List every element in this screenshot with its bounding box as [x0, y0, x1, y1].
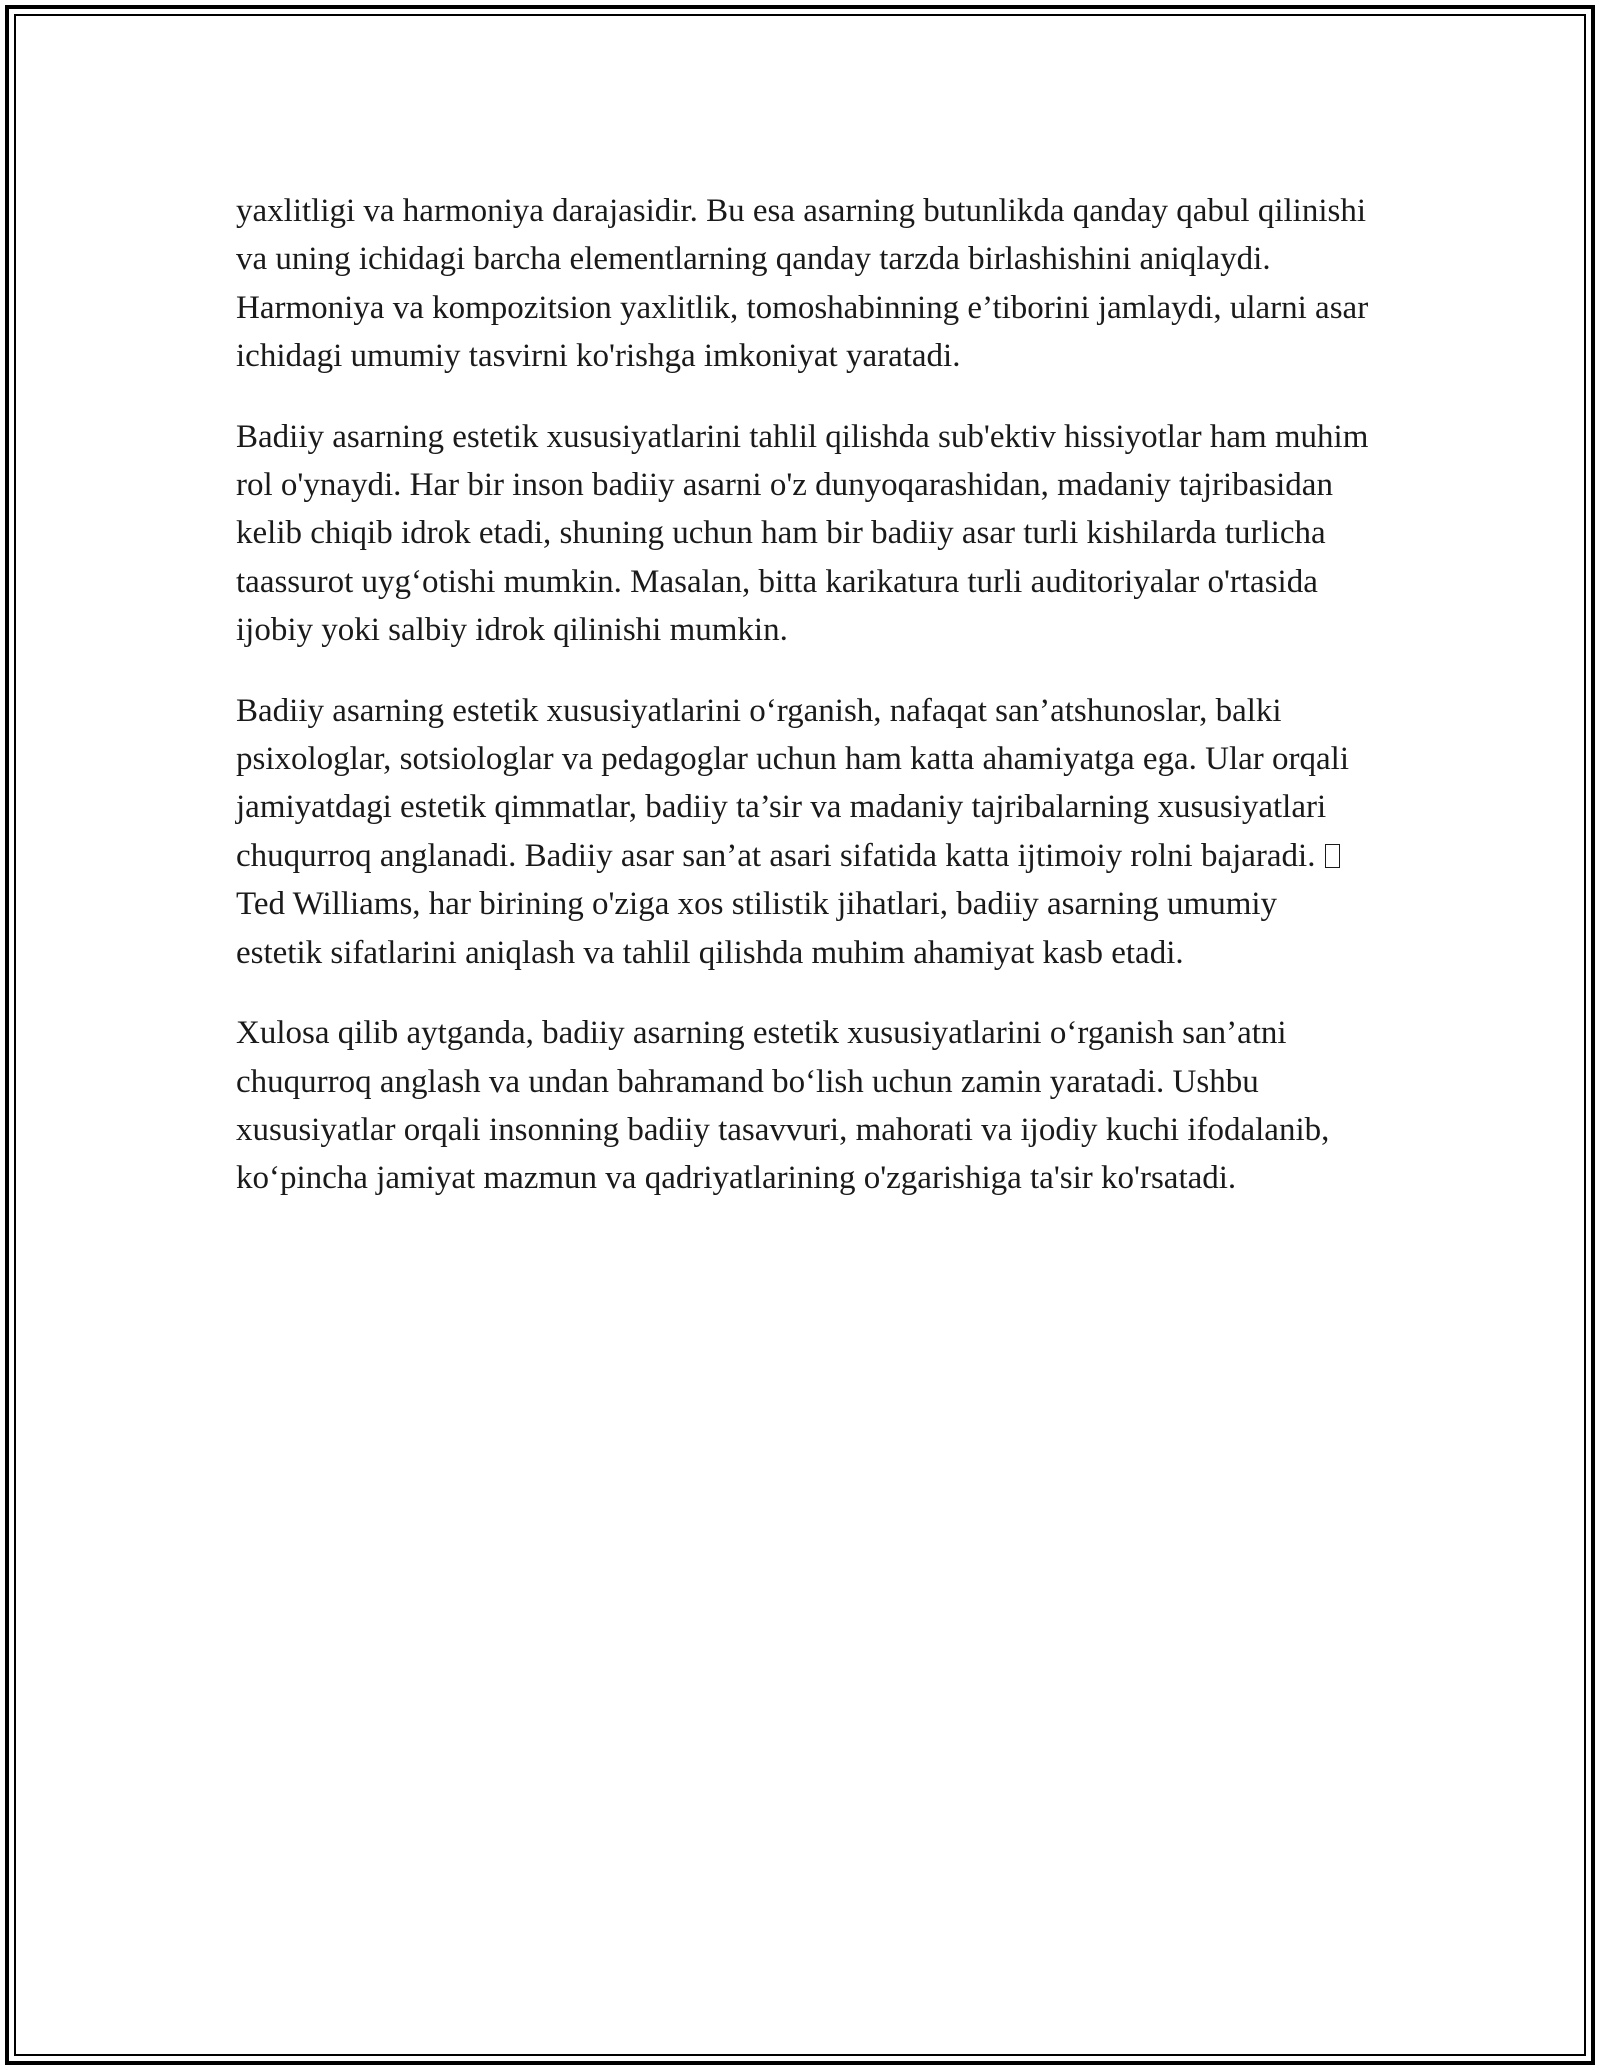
paragraph-4: Xulosa qilib aytganda, badiiy asarning estetik xususiyatlarini oʻrganish san’atni chuqurroq anglash va undan bahramand boʻlish uchun zamin yaratadi. Ushbu xususiyatlar orqali insonning badiiy tasavvuri, mahorati va ijodiy kuchi ifodalanib, koʻpincha jamiyat mazmun va qadriyatlarining o'zgarishiga ta'sir ko'rsatadi. [236, 1015, 1330, 1197]
missing-glyph-icon [1325, 844, 1340, 868]
paragraph-2: Badiiy asarning estetik xususiyatlarini tahlil qilishda sub'ektiv hissiyotlar ham muhim rol o'ynaydi. Har bir inson badiiy asarni o'z dunyoqarashidan, madaniy tajribasidan kelib chiqib idrok etadi, shuning uchun ham bir badiiy asar turli kishilarda turlicha taassurot uygʻotishi mumkin. Masalan, bitta karikatura turli auditoriyalar o'rtasida ijobiy yoki salbiy idrok qilinishi mumkin. [236, 418, 1369, 649]
document-body [236, 187, 1371, 1235]
paragraph-3 [236, 687, 1371, 977]
paragraph-3-text-end: Ted Williams, har birining o'ziga xos stilistik jihatlari, badiiy asarning umumiy estetik sifatlarini aniqlash va tahlil qilishda muhim ahamiyat kasb etadi. [236, 886, 1278, 971]
paragraph-1: yaxlitligi va harmoniya darajasidir. Bu esa asarning butunlikda qanday qabul qilinishi va uning ichidagi barcha elementlarning qanday tarzda birlashishini aniqlaydi. Harmoniya va kompozitsion yaxlitlik, tomoshabinning e’tiborini jamlaydi, ularni asar ichidagi umumiy tasvirni ko'rishga imkoniyat yaratadi. [236, 193, 1369, 375]
paragraph-3-text-start: Badiiy asarning estetik xususiyatlarini oʻrganish, nafaqat san’atshunoslar, balki psixologlar, sotsiologlar va pedagoglar uchun ham katta ahamiyatga ega. Ular orqali jamiyatdagi estetik qimmatlar, badiiy ta’sir va madaniy tajribalarning xususiyatlari chuqurroq anglanadi. Badiiy asar san’at asari sifatida katta ijtimoiy rolni bajaradi. [236, 692, 1349, 874]
